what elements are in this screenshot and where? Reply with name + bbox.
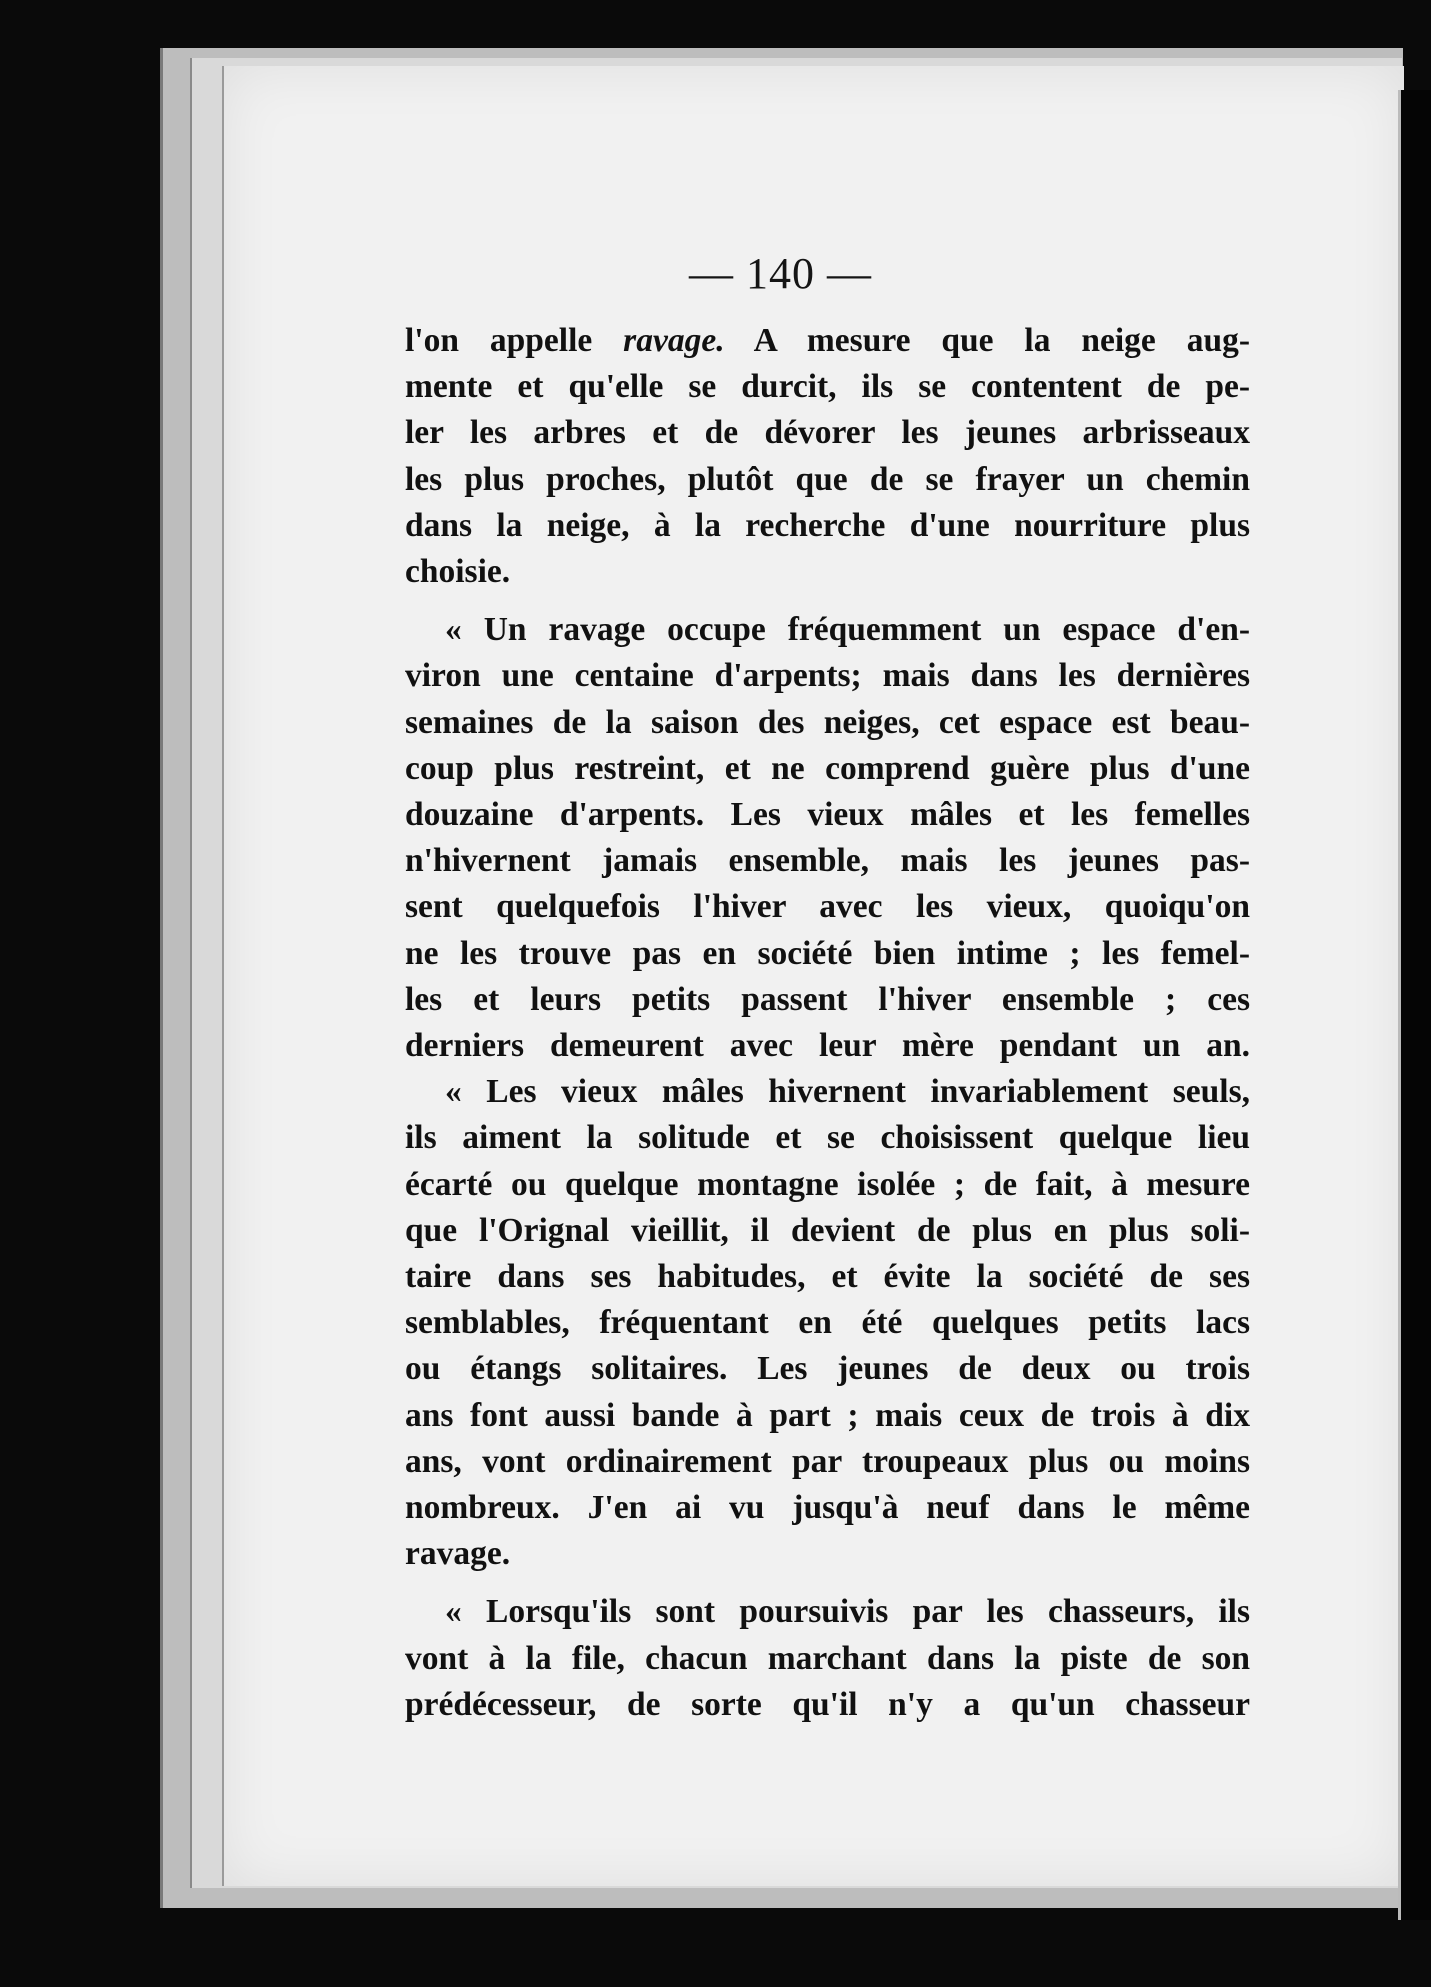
- text-line: douzaine d'arpents. Les vieux mâles et les femelles: [405, 796, 1250, 834]
- text-line: dans la neige, à la recherche d'une nourriture plus: [405, 506, 1250, 544]
- text-line: « Un ravage occupe fréquemment un espace d'en-: [445, 611, 1250, 649]
- text-line: « Lorsqu'ils sont poursuivis par les chasseurs, ils: [445, 1593, 1250, 1631]
- text-line: viron une centaine d'arpents; mais dans les dernières: [405, 657, 1250, 695]
- page-body: [405, 318, 1250, 1728]
- text-line: prédécesseur, de sorte qu'il n'y a qu'un chasseur: [405, 1685, 1250, 1723]
- text-line: semblables, fréquentant en été quelques petits lacs: [405, 1304, 1250, 1342]
- text-line: ne les trouve pas en société bien intime ; les femel-: [405, 934, 1250, 972]
- text-line: vont à la file, chacun marchant dans la piste de son: [405, 1639, 1250, 1677]
- text-line: mente et qu'elle se durcit, ils se contentent de pe-: [405, 368, 1250, 406]
- scan-right-edge: [1398, 90, 1431, 1920]
- text-line: ans font aussi bande à part ; mais ceux de trois à dix: [405, 1396, 1250, 1434]
- text-line: sent quelquefois l'hiver avec les vieux, quoiqu'on: [405, 888, 1250, 926]
- text-line: choisie.: [405, 553, 511, 591]
- text-line: écarté ou quelque montagne isolée ; de fait, à mesure: [405, 1165, 1250, 1203]
- page-number: — 140 —: [689, 249, 872, 298]
- paragraph-gap: [405, 1577, 1250, 1589]
- text-line: semaines de la saison des neiges, cet espace est beau-: [405, 703, 1250, 741]
- paragraph-3: [405, 1069, 1250, 1577]
- paragraph-4: [405, 1589, 1250, 1728]
- text-line: ans, vont ordinairement par troupeaux plus ou moins: [405, 1442, 1250, 1480]
- text-line: n'hivernent jamais ensemble, mais les jeunes pas-: [405, 842, 1250, 880]
- italic-term: ravage.: [623, 322, 725, 359]
- text-line: l'on appelle ravage. A mesure que la neige aug-: [405, 322, 1250, 359]
- text-line: ou étangs solitaires. Les jeunes de deux ou trois: [405, 1350, 1250, 1388]
- text-line: coup plus restreint, et ne comprend guère plus d'une: [405, 749, 1250, 787]
- paragraph-2: [405, 607, 1250, 1069]
- paragraph-1: [405, 318, 1250, 595]
- text-line: les et leurs petits passent l'hiver ensemble ; ces: [405, 980, 1250, 1018]
- text-line: les plus proches, plutôt que de se frayer un chemin: [405, 460, 1250, 498]
- text-line: taire dans ses habitudes, et évite la société de ses: [405, 1258, 1250, 1296]
- text-line: que l'Orignal vieillit, il devient de plus en plus soli-: [405, 1211, 1250, 1249]
- text-line: ler les arbres et de dévorer les jeunes arbrisseaux: [405, 414, 1250, 452]
- text-line: ravage.: [405, 1535, 511, 1573]
- text-line: derniers demeurent avec leur mère pendant un an.: [405, 1027, 1250, 1065]
- text-line: ils aiment la solitude et se choisissent quelque lieu: [405, 1119, 1250, 1157]
- paragraph-gap: [405, 595, 1250, 607]
- text-line: « Les vieux mâles hivernent invariablement seuls,: [445, 1073, 1250, 1111]
- text-line: nombreux. J'en ai vu jusqu'à neuf dans le même: [405, 1489, 1250, 1527]
